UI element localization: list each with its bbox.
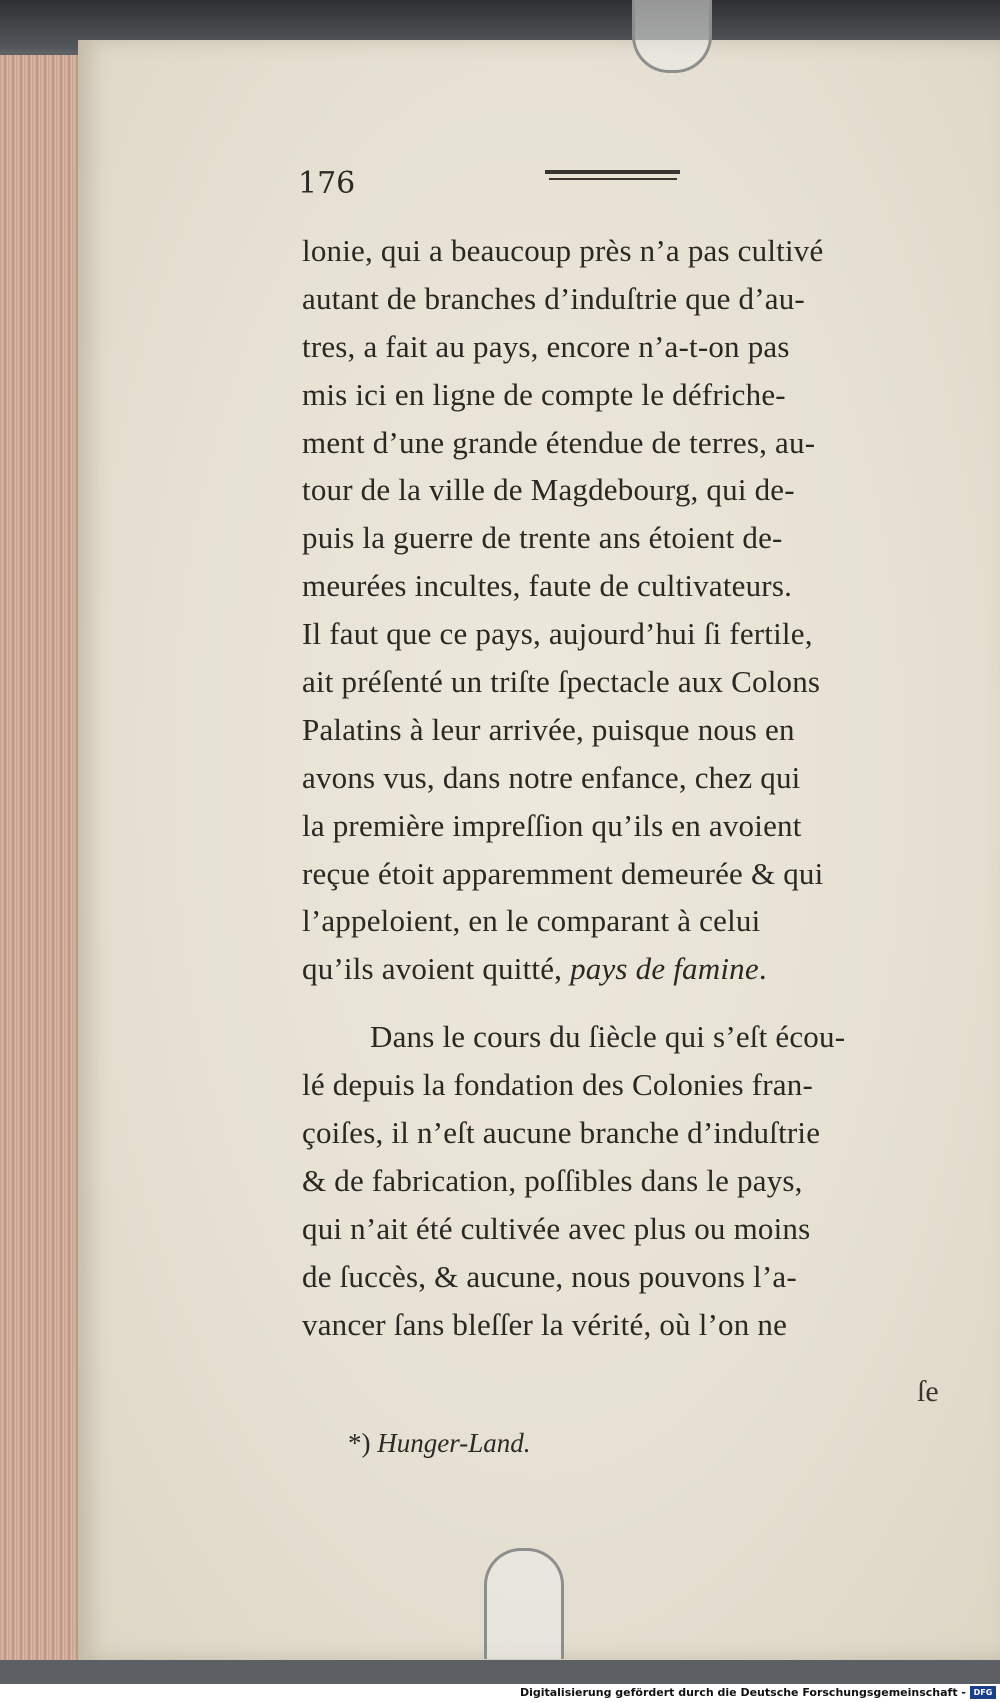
text-line-16 <box>302 945 947 993</box>
text-line-10: ait préſenté un triſte ſpectacle aux Colons <box>302 664 821 700</box>
text-line-14: reçue étoit apparemment demeurée & qui <box>302 855 824 891</box>
text-line-11: Palatins à leur arrivée, puisque nous en <box>302 711 795 747</box>
text-line-12: avons vus, dans notre enfance, chez qui <box>302 759 801 795</box>
header-rule <box>545 170 680 182</box>
para2-line-5: qui n’ait été cultivée avec plus ou moins <box>302 1210 811 1246</box>
para2-line-7: vancer ſans bleſſer la vérité, où l’on ne <box>302 1306 788 1342</box>
footnote-mark: *) <box>348 1428 371 1458</box>
text-line-13: la première impreſſion qu’ils en avoient <box>302 807 802 843</box>
text-line-2: autant de branches d’induſtrie que d’au- <box>302 280 805 316</box>
top-page-clip <box>632 0 712 73</box>
body-text <box>302 227 947 1348</box>
book-page-edges <box>0 55 82 1660</box>
text-line-3: tres, a fait au pays, encore n’a-t-on pas <box>302 328 790 364</box>
para2-line-4: & de fabrication, poſſibles dans le pays, <box>302 1162 803 1198</box>
text-line-16-prefix: qu’ils avoient quitté, <box>302 951 563 987</box>
para2-line-2: lé depuis la fondation des Colonies fran- <box>302 1067 813 1103</box>
dfg-logo-icon: DFG <box>970 1686 996 1699</box>
text-line-4: mis ici en ligne de compte le défriche- <box>302 376 786 412</box>
text-line-7: puis la guerre de trente ans étoient de- <box>302 520 783 556</box>
page-number: 176 <box>298 166 356 201</box>
text-line-6: tour de la ville de Magdebourg, qui de- <box>302 472 795 508</box>
text-line-5: ment d’une grande étendue de terres, au- <box>302 424 816 460</box>
footnote <box>348 1428 530 1459</box>
para2-line-3: çoiſes, il n’eſt aucune branche d’induſtrie <box>302 1115 821 1151</box>
para2-line-1: Dans le cours du ſiècle qui s’eſt écou- <box>370 1019 846 1055</box>
text-line-8: meurées incultes, faute de cultivateurs. <box>302 568 793 604</box>
text-line-16-suffix: . <box>758 951 767 987</box>
text-line-9: Il faut que ce pays, aujourd’hui ſi fertile, <box>302 616 813 652</box>
text-line-15: l’appeloient, en le comparant à celui <box>302 903 761 939</box>
para2-line-6: de ſuccès, & aucune, nous pouvons l’a- <box>302 1258 797 1294</box>
digitization-credit: Digitalisierung gefördert durch die Deutsche Forschungsgemeinschaft - <box>519 1686 966 1699</box>
catchword: ſe <box>917 1375 939 1408</box>
bottom-page-clip <box>484 1548 564 1659</box>
italic-phrase: pays de famine <box>570 951 759 987</box>
text-line-1: lonie, qui a beaucoup près n’a pas cultivé <box>302 233 824 268</box>
footnote-text: Hunger-Land. <box>377 1428 531 1458</box>
